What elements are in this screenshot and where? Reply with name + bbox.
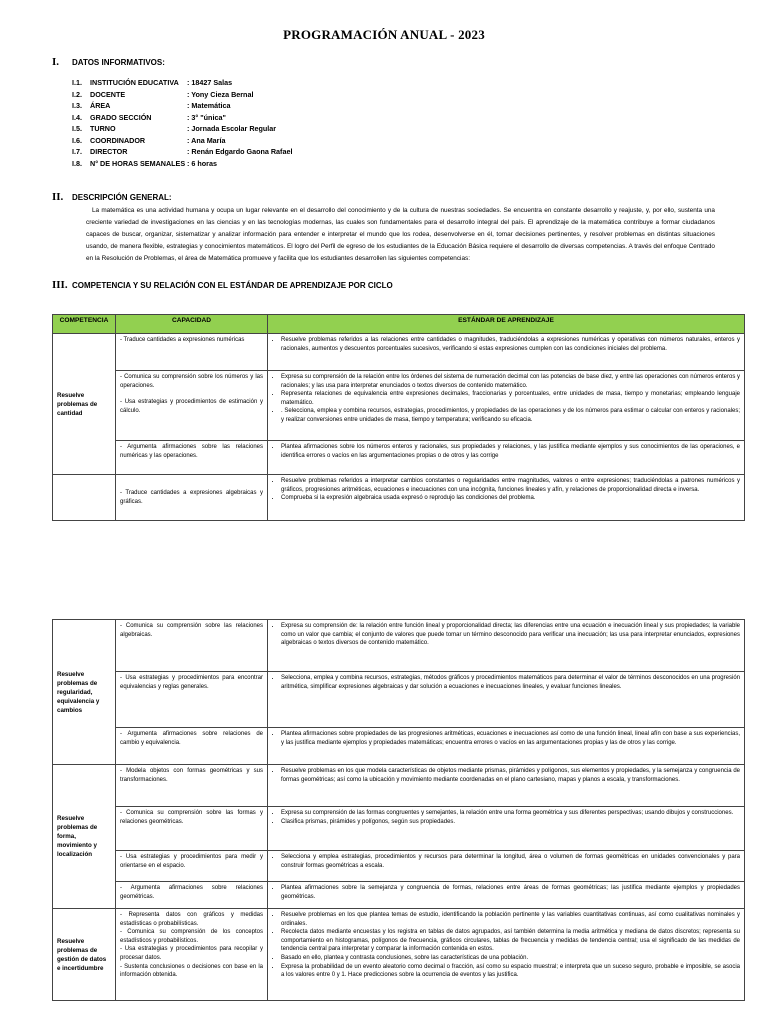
section-1-heading xyxy=(52,56,165,68)
info-row xyxy=(72,113,292,125)
info-label: INSTITUCIÓN EDUCATIVA xyxy=(90,78,179,87)
capacity-cell: - Argumenta afirmaciones sobre las relaciones numéricas y las operaciones. xyxy=(116,441,268,475)
info-label: N° DE HORAS SEMANALES xyxy=(90,158,186,168)
standard-item: • Clasifica prismas, pirámides y polígonos, según sus propiedades. xyxy=(281,818,740,827)
standard-item: • Resuelve problemas en los que plantea temas de estudio, identificando la población pertinente y las variables cuantitativas continuas, así como cualitativas nominales y ordinales. xyxy=(281,911,740,928)
standard-item: • Plantea afirmaciones sobre los números enteros y racionales, sus propiedades y relaciones, y las justifica mediante ejemplos y sus conocimientos de las operaciones, e identifica errores o vacíos en las argumentaciones propias o de otros y las corrige xyxy=(281,443,740,460)
capacity-cell xyxy=(116,909,268,1001)
standard-list xyxy=(272,373,740,425)
info-row xyxy=(72,159,292,171)
general-description: La matemática es una actividad humana y ocupa un lugar relevante en el desarrollo del conocimiento y de la cultura de nuestras sociedades. Se encuentra en constante desarrollo y reajuste, y, por ello, sustenta una creciente variedad de investigaciones en las ciencias y en las tecnologías modernas, las cuales son fundamentales para el desarrollo integral del país. El aprendizaje de la matemática contribuye a formar ciudadanos capaces de buscar, organizar, sistematizar y analizar información para entender e interpretar el mundo que los rodea, desenvolverse en él, tomar decisiones pertinentes, y resolver problemas en distintas situaciones usando, de manera flexible, estrategias y conocimientos matemáticos. El logro del Perfil de egreso de los estudiantes de la Educación Básica requiere el desarrollo de diversas competencias. A través del enfoque Centrado en la Resolución de Problemas, el área de Matemática promueve y facilita que los estudiantes desarrollen las siguientes competencias: xyxy=(86,207,715,263)
section-2-number: II. xyxy=(52,191,64,203)
standard-list xyxy=(272,911,740,980)
capacity-cell: - Comunica su comprensión sobre las relaciones algebraicas. xyxy=(116,620,268,672)
capacity-item: - Representa datos con gráficos y medidas estadísticas o probabilísticas. xyxy=(120,912,263,927)
competency-table-2 xyxy=(52,619,745,1001)
capacity-item: - Usa estrategias y procedimientos de estimación y cálculo. xyxy=(120,399,263,414)
standard-cell xyxy=(268,371,745,441)
standard-cell xyxy=(268,334,745,371)
info-number: I.4. xyxy=(72,112,82,122)
capacity-cell: - Traduce cantidades a expresiones algebraicas y gráficas. xyxy=(116,475,268,521)
standard-item: • Plantea afirmaciones sobre la semejanza y congruencia de formas, relaciones entre áreas de formas geométricas; las justifica mediante ejemplos y propiedades geométricas. xyxy=(281,884,740,901)
standard-list xyxy=(272,884,740,901)
standard-item: • . Selecciona, emplea y combina recursos, estrategias, procedimientos, y propiedades de las operaciones y de los números para estimar o calcular con enteros y racionales; y realizar conversiones entre unidades de masa, tiempo y temperatura; verificando su eficacia. xyxy=(281,407,740,424)
info-label: DOCENTE xyxy=(90,89,126,99)
info-value: : Renán Edgardo Gaona Rafael xyxy=(187,147,293,156)
standard-cell xyxy=(268,620,745,672)
standard-item: • Recolecta datos mediante encuestas y los registra en tablas de datos agrupados, así también determina la media aritmética y mediana de datos discretos; representa su comportamiento en histogramas, polígonos de frecuencia, gráficos circulares, tablas de frecuencia y medidas de tendencia central; usa el significado de las medidas de tendencia central para interpretar y comparar la información contenida en estos. xyxy=(281,928,740,954)
info-label: GRADO SECCIÓN xyxy=(90,112,152,122)
standard-list xyxy=(272,767,740,784)
competency-cell: Resuelve problemas de regularidad, equivalencia y cambios xyxy=(53,620,116,765)
capacity-cell: - Argumenta afirmaciones sobre relaciones de cambio y equivalencia. xyxy=(116,728,268,765)
capacity-cell xyxy=(116,371,268,441)
standard-list xyxy=(272,730,740,747)
info-value: : Yony Cieza Bernal xyxy=(187,89,254,99)
standard-cell xyxy=(268,672,745,728)
info-number: I.2. xyxy=(72,89,82,99)
header-estandar: ESTÁNDAR DE APRENDIZAJE xyxy=(268,315,745,334)
capacity-item: - Sustenta conclusiones o decisiones con base en la información obtenida. xyxy=(120,963,263,979)
header-capacidad: CAPACIDAD xyxy=(116,315,268,334)
capacity-item: - Comunica su comprensión sobre los números y las operaciones. xyxy=(120,374,263,389)
capacity-cell: - Usa estrategias y procedimientos para encontrar equivalencias y reglas generales. xyxy=(116,672,268,728)
standard-item: • Resuelve problemas referidos a interpretar cambios constantes o regularidades entre magnitudes, valores o entre expresiones; traduciéndolas a patrones numéricos y gráficos, progresiones aritméticas, ecuaciones e inecuaciones con una incógnita, funciones lineales y afín, y relaciones de proporcionalidad directa e inversa. xyxy=(281,477,740,494)
section-3-number: III. xyxy=(52,279,68,291)
standard-cell xyxy=(268,882,745,909)
info-value: : Jornada Escolar Regular xyxy=(187,124,277,133)
standard-cell xyxy=(268,807,745,851)
info-value: : Matemática xyxy=(187,101,231,110)
standard-item: • Basado en ello, plantea y contrasta conclusiones, sobre las características de una población. xyxy=(281,954,740,963)
info-label: ÁREA xyxy=(90,101,111,110)
info-row xyxy=(72,136,292,148)
standard-item: • Resuelve problemas referidos a las relaciones entre cantidades o magnitudes, traduciéndolas a expresiones numéricas y operativas con números naturales, enteros y racionales, aumentos y descuentos porcentuales sucesivos, verificando si estas expresiones cumplen con las condiciones iniciales del problema. xyxy=(281,336,740,353)
section-2-heading xyxy=(52,191,172,203)
standard-list xyxy=(272,336,740,353)
info-row xyxy=(72,147,292,159)
info-label: DIRECTOR xyxy=(90,147,128,156)
standard-cell xyxy=(268,765,745,807)
standard-list xyxy=(272,809,740,826)
info-number: I.8. xyxy=(72,158,82,168)
capacity-cell: - Argumenta afirmaciones sobre relaciones geométricas. xyxy=(116,882,268,909)
info-value: : 3° "única" xyxy=(187,112,226,122)
info-list xyxy=(72,78,292,170)
info-number: I.5. xyxy=(72,124,82,133)
standard-list xyxy=(272,674,740,691)
info-row xyxy=(72,78,292,90)
info-row xyxy=(72,90,292,102)
section-3-heading xyxy=(52,279,393,291)
info-value: : 18427 Salas xyxy=(187,78,233,87)
section-1-title: DATOS INFORMATIVOS: xyxy=(72,58,165,67)
info-row xyxy=(72,101,292,113)
header-competencia: COMPETENCIA xyxy=(53,315,116,334)
info-number: I.3. xyxy=(72,101,82,110)
info-value: : 6 horas xyxy=(187,158,217,168)
info-label: COORDINADOR xyxy=(90,135,146,145)
standard-item: • Resuelve problemas en los que modela características de objetos mediante prismas, pirámides y polígonos, sus elementos y propiedades, y la semejanza y congruencia de formas geométricas; así como la ubicación y movimiento mediante coordenadas en el plano cartesiano, mapas y planos a escala, y transformaciones. xyxy=(281,767,740,784)
section-2-title: DESCRIPCIÓN GENERAL: xyxy=(72,193,172,202)
info-row xyxy=(72,124,292,136)
standard-list xyxy=(272,622,740,648)
standard-item: • Comprueba si la expresión algebraica usada expresó o reprodujo las condiciones del problema. xyxy=(281,494,740,503)
standard-item: • Selecciona, emplea y combina recursos, estrategias, métodos gráficos y procedimientos matemáticos para determinar el valor de términos desconocidos en una progresión aritmética, simplificar expresiones algebraicas y dar solución a ecuaciones e inecuaciones lineales, y evaluar funciones lineales. xyxy=(281,674,740,691)
capacity-cell: - Comunica su comprensión sobre las formas y relaciones geométricas. xyxy=(116,807,268,851)
standard-item: • Selecciona y emplea estrategias, procedimientos y recursos para determinar la longitud, área o volumen de formas geométricas en unidades convencionales y para construir formas geométricas a escala. xyxy=(281,853,740,870)
standard-item: • Expresa su comprensión de la relación entre los órdenes del sistema de numeración decimal con las potencias de base diez, y entre las operaciones con números enteros y racionales; y las usa para interpretar enunciados o textos diversos de contenido matemático. xyxy=(281,373,740,390)
competency-cell: Resuelve problemas de gestión de datos e incertidumbre xyxy=(53,909,116,1001)
capacity-cell: - Modela objetos con formas geométricas y sus transformaciones. xyxy=(116,765,268,807)
competency-table-1 xyxy=(52,314,745,521)
capacity-cell: - Usa estrategias y procedimientos para medir y orientarse en el espacio. xyxy=(116,851,268,882)
capacity-item: - Usa estrategias y procedimientos para recopilar y procesar datos. xyxy=(120,946,263,961)
standard-item: • Expresa su comprensión de las formas congruentes y semejantes, la relación entre una forma geométrica y sus diferentes perspectivas; usando dibujos y construcciones. xyxy=(281,809,740,818)
section-3-title: COMPETENCIA Y SU RELACIÓN CON EL ESTÁNDAR DE APRENDIZAJE POR CICLO xyxy=(72,281,393,290)
standard-cell xyxy=(268,728,745,765)
standard-list xyxy=(272,443,740,460)
capacity-item: - Comunica su comprensión de los conceptos estadísticos y probabilísticos. xyxy=(120,929,263,944)
section-1-number: I. xyxy=(52,56,60,68)
info-label: TURNO xyxy=(90,124,116,133)
competency-cell: Resuelve problemas de forma, movimiento y localización xyxy=(53,765,116,909)
standard-list xyxy=(272,477,740,503)
standard-cell xyxy=(268,909,745,1001)
standard-item: • Plantea afirmaciones sobre propiedades de las progresiones aritméticas, ecuaciones e inecuaciones así como de una función lineal, lineal afín con base a sus experiencias, y las justifica mediante ejemplos y propiedades matemáticas; encuentra errores o vacíos en las argumentaciones propias y las de otros y las corrige. xyxy=(281,730,740,747)
info-number: I.7. xyxy=(72,147,82,156)
competency-cell: Resuelve problemas de cantidad xyxy=(53,334,116,475)
info-number: I.6. xyxy=(72,135,82,145)
standard-cell xyxy=(268,441,745,475)
standard-cell xyxy=(268,475,745,521)
info-value: : Ana María xyxy=(187,135,226,145)
standard-item: • Representa relaciones de equivalencia entre expresiones decimales, fraccionarias y porcentuales, entre unidades de masa, tiempo y monetarias; empleando lenguaje matemático. xyxy=(281,390,740,407)
standard-item: • Expresa su comprensión de: la relación entre función lineal y proporcionalidad directa; las diferencias entre una ecuación e inecuación lineal y sus propiedades; la variable como un valor que cambia; el conjunto de valores que puede tomar un término desconocido para verificar una inecuación; las usa para interpretar enunciados, expresiones algebraicas o textos diversos de contenido matemático. xyxy=(281,622,740,648)
capacity-cell: - Traduce cantidades a expresiones numéricas xyxy=(116,334,268,371)
info-number: I.1. xyxy=(72,78,82,87)
standard-cell xyxy=(268,851,745,882)
page-title: PROGRAMACIÓN ANUAL - 2023 xyxy=(283,27,485,42)
standard-item: • Expresa la probabilidad de un evento aleatorio como decimal o fracción, así como su espacio muestral; e interpreta que un suceso seguro, probable e imposible, se asocia a los valores entre 0 y 1. Hace predicciones sobre la ocurrencia de eventos y las justifica. xyxy=(281,963,740,980)
standard-list xyxy=(272,853,740,870)
competency-cell-empty xyxy=(53,475,116,521)
